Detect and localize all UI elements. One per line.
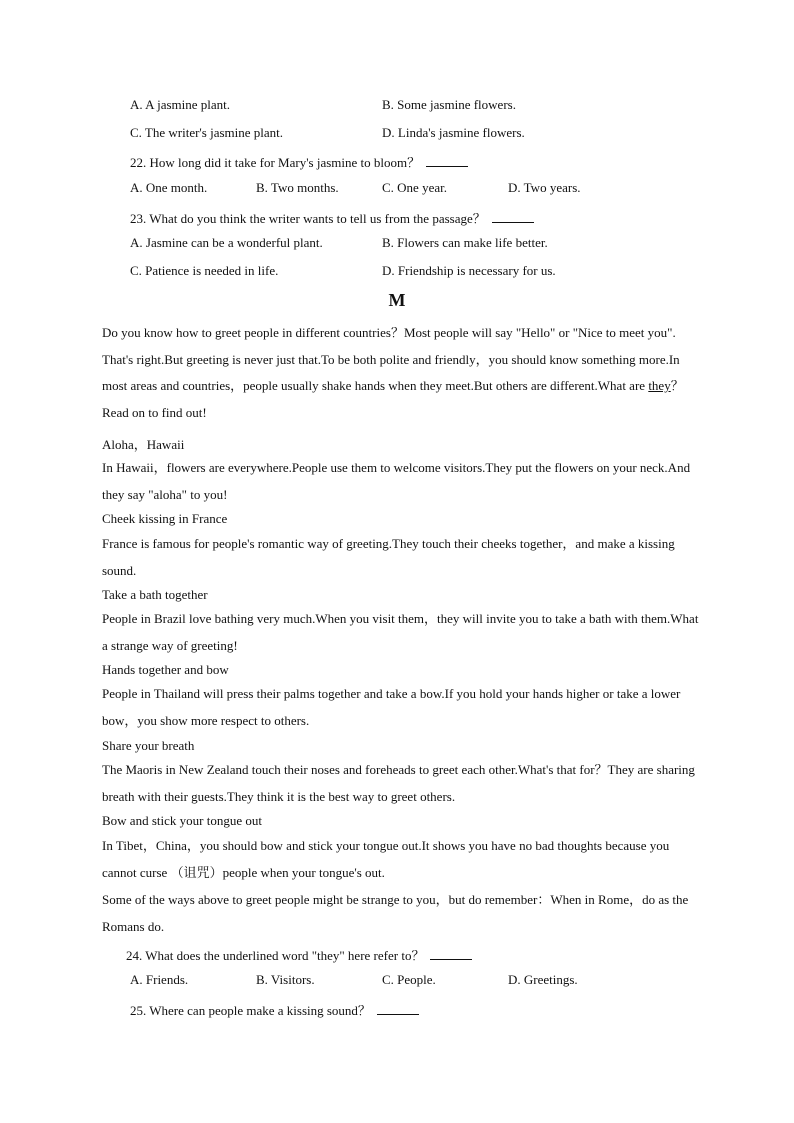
q22-option-b: B. Two months. xyxy=(256,180,339,195)
q22-answer-blank xyxy=(426,154,468,167)
intro-paragraph xyxy=(102,320,702,426)
q21-option-d: D. Linda's jasmine flowers. xyxy=(382,125,525,140)
q21-option-c: C. The writer's jasmine plant. xyxy=(130,125,284,140)
q22-option-c: C. One year. xyxy=(382,180,447,195)
section-heading-hawaii: Aloha，Hawaii xyxy=(102,437,185,452)
q23-option-c: C. Patience is needed in life. xyxy=(130,263,279,278)
q21-option-b: B. Some jasmine flowers. xyxy=(382,97,516,112)
underlined-word: they xyxy=(648,378,671,393)
q25-question xyxy=(130,1000,419,1019)
q25-question-text: 25. Where can people make a kissing sound？ xyxy=(130,1003,371,1018)
section-heading-france: Cheek kissing in France xyxy=(102,511,228,526)
intro-text-after: ？Read on to find out! xyxy=(102,378,684,420)
section-text-france: France is famous for people's romantic way of greeting.They touch their cheeks together，and make a kissing sound. xyxy=(102,536,675,578)
q23-options-row-2 xyxy=(0,263,794,283)
q23-answer-blank xyxy=(492,210,534,223)
q23-options-row-1 xyxy=(0,235,794,255)
q23-option-b: B. Flowers can make life better. xyxy=(382,235,548,250)
q22-options-row xyxy=(0,180,794,200)
q21-options-row-1 xyxy=(0,97,794,117)
q24-question-row xyxy=(0,945,794,965)
section-text-thailand: People in Thailand will press their palms together and take a bow.If you hold your hands higher or take a lower bow，you show more respect to others. xyxy=(102,686,681,728)
section-title: M xyxy=(388,290,406,310)
q23-option-d: D. Friendship is necessary for us. xyxy=(382,263,556,278)
section-text-hawaii: In Hawaii，flowers are everywhere.People use them to welcome visitors.They put the flowers on your neck.And they say "aloha" to you! xyxy=(102,460,691,502)
q24-option-d: D. Greetings. xyxy=(508,972,578,987)
q24-option-c: C. People. xyxy=(382,972,436,987)
q24-option-a: A. Friends. xyxy=(130,972,189,987)
section-heading-thailand: Hands together and bow xyxy=(102,662,229,677)
section-heading-new-zealand: Share your breath xyxy=(102,738,195,753)
q22-question xyxy=(130,152,468,171)
q23-question-row xyxy=(0,208,794,228)
conclusion-paragraph: Some of the ways above to greet people might be strange to you，but do remember：When in Rome，do as the Romans do. xyxy=(102,892,689,934)
q23-question xyxy=(130,208,534,227)
q21-option-a: A. A jasmine plant. xyxy=(130,97,231,112)
q25-answer-blank xyxy=(377,1002,419,1015)
q22-option-d: D. Two years. xyxy=(508,180,581,195)
q22-option-a: A. One month. xyxy=(130,180,208,195)
intro-text-before: Do you know how to greet people in different countries？Most people will say "Hello" or "Nice to meet you". That's right.But greeting is never just that.To be both polite and friendly，you should know something more.In most areas and countries，people usually shake hands when they meet.But others are different.What are xyxy=(102,325,680,393)
q24-options-row xyxy=(0,972,794,992)
q24-answer-blank xyxy=(430,947,472,960)
q25-question-row xyxy=(0,1000,794,1020)
section-heading-brazil: Take a bath together xyxy=(102,587,208,602)
section-text-brazil: People in Brazil love bathing very much.When you visit them，they will invite you to take a bath with them.What a strange way of greeting! xyxy=(102,611,699,653)
q24-question xyxy=(126,945,472,964)
q24-option-b: B. Visitors. xyxy=(256,972,315,987)
q24-question-text: 24. What does the underlined word "they" here refer to？ xyxy=(126,948,425,963)
section-heading-tibet: Bow and stick your tongue out xyxy=(102,813,262,828)
section-text-new-zealand: The Maoris in New Zealand touch their noses and foreheads to greet each other.What's that for？They are sharing breath with their guests.They think it is the best way to greet others. xyxy=(102,762,695,804)
q23-question-text: 23. What do you think the writer wants to tell us from the passage？ xyxy=(130,211,486,226)
section-text-tibet: In Tibet，China，you should bow and stick your tongue out.It shows you have no bad thoughts because you cannot curse （诅咒）people when your tongue's out. xyxy=(102,838,670,880)
q22-question-text: 22. How long did it take for Mary's jasmine to bloom？ xyxy=(130,155,421,170)
q21-options-row-2 xyxy=(0,125,794,145)
q23-option-a: A. Jasmine can be a wonderful plant. xyxy=(130,235,323,250)
q22-question-row xyxy=(0,152,794,172)
